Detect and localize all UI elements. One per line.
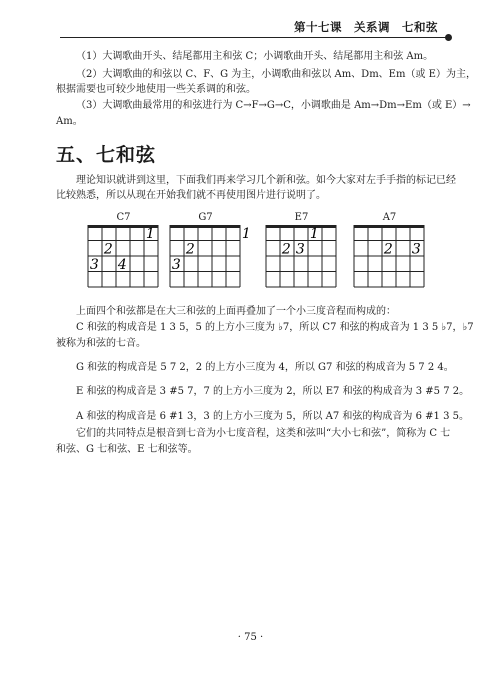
chord-diagram-e7 (262, 212, 341, 298)
running-header (60, 17, 452, 35)
finger-number: 4 (117, 256, 127, 273)
body-summary-line1: 它们的共同特点是根音到七音为小七度音程，这类和弦叫“大小七和弦”，简称为 C 七 (76, 428, 451, 439)
header-title: 第十七课 关系调 七和弦 (294, 20, 438, 34)
body-c7-line2: 被称为和弦的七音。 (56, 338, 146, 349)
finger-number: 1 (241, 225, 251, 242)
fretboard-grid (262, 225, 341, 299)
finger-number: 1 (309, 225, 319, 242)
chord-name: G7 (198, 212, 213, 223)
body-e7: E 和弦的构成音是 3 #5 7，7 的上方小三度为 2，所以 E7 和弦的构成音为 3 #5 7 2。 (76, 386, 470, 397)
fretboard-grid (350, 225, 429, 299)
body-g7: G 和弦的构成音是 5 7 2，2 的上方小三度为 4，所以 G7 和弦的构成音为 5 7 2 4。 (76, 362, 454, 373)
body-a7: A 和弦的构成音是 6 #1 3，3 的上方小三度为 5，所以 A7 和弦的构成音为 6 #1 3 5。 (76, 411, 469, 422)
chord-name: E7 (294, 212, 309, 223)
body-summary-line2: 和弦、G 七和弦、E 七和弦等。 (56, 444, 198, 455)
note-1: （1）大调歌曲开头、结尾都用主和弦 C；小调歌曲开头、结尾都用主和弦 Am。 (76, 51, 434, 62)
finger-number: 2 (185, 241, 195, 258)
note-3: （3）大调歌曲最常用的和弦进行为 C→F→G→C，小调歌曲是 Am→Dm→Em（或 E）→ (76, 100, 471, 111)
intro-line-2: 比较熟悉，所以从现在开始我们就不再使用图片进行说明了。 (56, 190, 326, 201)
finger-number: 3 (411, 241, 421, 258)
chord-name: C7 (116, 212, 131, 223)
page-number: · 75 · (237, 632, 264, 643)
header-rule (60, 37, 448, 38)
note-2-cont: 根据需要也可较少地使用一些关系调的和弦。 (56, 84, 256, 95)
header-dot-icon (445, 34, 452, 41)
chord-name: A7 (382, 212, 397, 223)
note-2: （2）大调歌曲的和弦以 C、F、G 为主，小调歌曲和弦以 Am、Dm、Em（或 E）为主， (76, 69, 476, 80)
fretboard-grid (84, 225, 163, 299)
finger-number: 2 (103, 241, 113, 258)
fretboard-grid (166, 225, 251, 299)
finger-number: 3 (295, 241, 305, 258)
note-3-cont: Am。 (56, 116, 83, 127)
finger-number: 2 (281, 241, 291, 258)
body-p1: 上面四个和弦都是在大三和弦的上面再叠加了一个小三度音程而构成的： (76, 306, 396, 317)
chord-diagram-a7 (350, 212, 429, 298)
intro-line-1: 理论知识就讲到这里，下面我们再来学习几个新和弦。如今大家对左手手指的标记已经 (76, 175, 456, 186)
finger-number: 3 (171, 256, 181, 273)
body-c7-line1: C 和弦的构成音是 1 3 5，5 的上方小三度为 ♭7，所以 C7 和弦的构成音为 1 3 5 ♭7，♭7 (76, 322, 474, 333)
finger-number: 3 (89, 256, 99, 273)
finger-number: 2 (383, 241, 393, 258)
chord-diagram-c7 (84, 212, 163, 298)
finger-number: 1 (145, 225, 155, 242)
chord-diagram-g7 (166, 212, 251, 298)
section-title: 五、七和弦 (56, 144, 157, 166)
